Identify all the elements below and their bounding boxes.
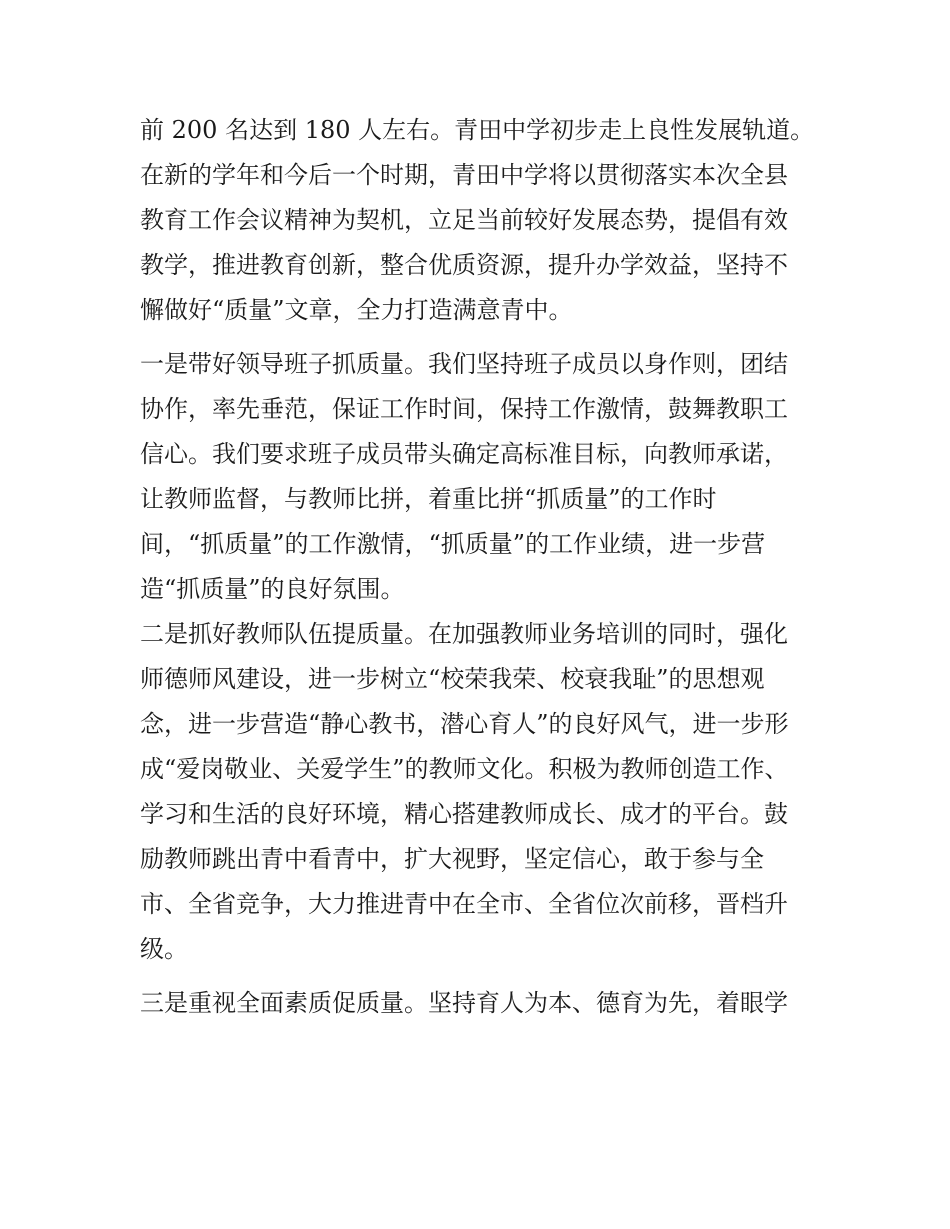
text-line: 造“抓质量”的良好氛围。 (140, 575, 405, 603)
text-line: 一是带好领导班子抓质量。我们坚持班子成员以身作则，团结 (140, 350, 788, 378)
document-body (140, 108, 820, 1026)
text-line: 信心。我们要求班子成员带头确定高标准目标，向教师承诺， (140, 440, 788, 468)
text-line: 二是抓好教师队伍提质量。在加强教师业务培训的同时，强化 (140, 620, 788, 648)
text-line: 级。 (140, 935, 188, 963)
text-line: 学习和生活的良好环境，精心搭建教师成长、成才的平台。鼓 (140, 800, 788, 828)
text-line: 成“爱岗敬业、关爱学生”的教师文化。积极为教师创造工作、 (140, 755, 789, 783)
text-line: 教育工作会议精神为契机，立足当前较好发展态势，提倡有效 (140, 206, 788, 234)
text-line: 在新的学年和今后一个时期，青田中学将以贯彻落实本次全县 (140, 161, 788, 189)
text-line: 念，进一步营造“静心教书，潜心育人”的良好风气，进一步形 (140, 710, 789, 738)
paragraph-gap (140, 333, 820, 342)
text-line: 懈做好“质量”文章，全力打造满意青中。 (140, 296, 573, 324)
text-line: 励教师跳出青中看青中，扩大视野，坚定信心，敢于参与全 (140, 845, 764, 873)
text-line: 协作，率先垂范，保证工作时间，保持工作激情，鼓舞教职工 (140, 395, 788, 423)
text-line: 教学，推进教育创新，整合优质资源，提升办学效益，坚持不 (140, 251, 788, 279)
text-line: 让教师监督，与教师比拼，着重比拼“抓质量”的工作时 (140, 485, 717, 513)
text-line: 师德师风建设，进一步树立“校荣我荣、校衰我耻”的思想观 (140, 665, 765, 693)
text-line: 市、全省竞争，大力推进青中在全市、全省位次前移，晋档升 (140, 890, 788, 918)
text-line: 前 200 名达到 180 人左右。青田中学初步走上良性发展轨道。 (140, 116, 815, 144)
text-line: 间，“抓质量”的工作激情，“抓质量”的工作业绩，进一步营 (140, 530, 766, 558)
paragraph-gap (140, 972, 820, 981)
text-line: 三是重视全面素质促质量。坚持育人为本、德育为先，着眼学 (140, 989, 788, 1017)
